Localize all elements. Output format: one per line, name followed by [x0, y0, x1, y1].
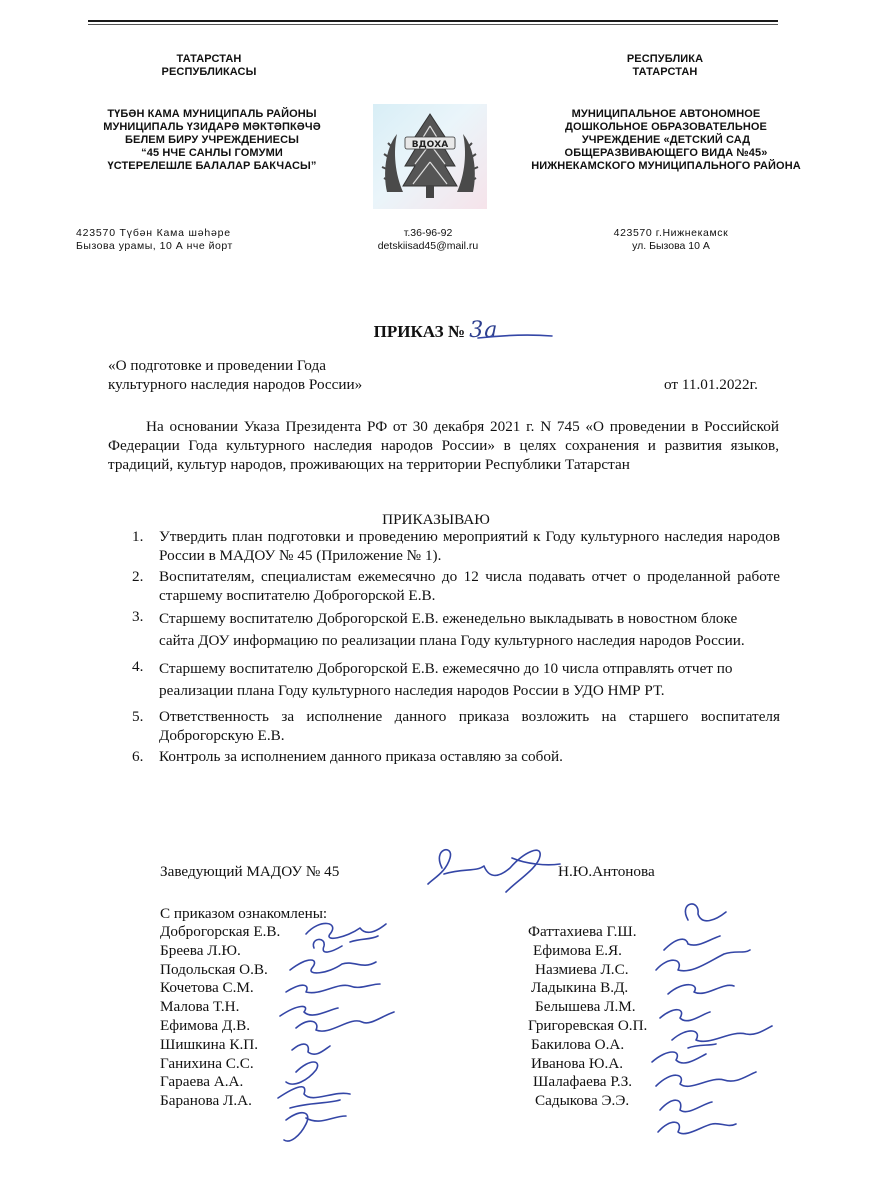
- list-item: Доброгорская Е.В.: [160, 923, 281, 940]
- list-item: 3. Старшему воспитателю Доброгорской Е.В. еженедельно выкладывать в новостном блоке сайта ДОУ информацию по реализации плана Году культурного наследия народов России.: [132, 608, 745, 649]
- list-item: Бакилова О.А.: [531, 1035, 625, 1053]
- acquainted-label: С приказом ознакомлены:: [160, 905, 328, 922]
- decree-word: ПРИКАЗЫВАЮ: [382, 511, 490, 528]
- order-date: от 11.01.2022г.: [664, 376, 758, 393]
- logo-label: ВДОХА: [411, 140, 449, 150]
- left-address: 423570 Түбән Кама шәһәре Бызова урамы, 10 А нче йорт: [76, 227, 233, 252]
- list-item: Малова Т.Н.: [160, 998, 240, 1016]
- list-item: Ганихина С.С.: [160, 1054, 254, 1072]
- list-item: 1. Утвердить план подготовки и проведению мероприятий к Году культурного наследия народов России в МАДОУ № 45 (Приложение № 1).: [132, 528, 780, 564]
- list-item: Шишкина К.П.: [160, 1035, 259, 1053]
- acquainted-right-signatures: [628, 896, 778, 1146]
- left-org-name: ТҮБӘН КАМА МУНИЦИПАЛЬ РАЙОНЫ МУНИЦИПАЛЬ ҮЗИДАРӘ МӘКТӘПКӘЧӘ БЕЛЕМ БИРУ УЧРЕЖДЕНИЕСЫ “45 НЧЕ САНЛЫ ГОМУМИ ҮСТЕРЕЛЕШЛЕ БАЛАЛАР БАКЧАСЫ”: [103, 108, 321, 172]
- list-item: 5. Ответственность за исполнение данного приказа возложить на старшего воспитателя Доброгорскую Е.В.: [132, 708, 780, 744]
- director-name: Н.Ю.Антонова: [558, 863, 655, 880]
- right-address: 423570 г.Нижнекамск ул. Бызова 10 А: [613, 227, 729, 252]
- list-item: Баранова Л.А.: [160, 1092, 252, 1110]
- acquainted-left-signatures: [250, 912, 420, 1162]
- org-logo: [373, 104, 487, 209]
- tree-emblem-icon: [373, 104, 487, 209]
- list-item: Шалафаева Р.З.: [533, 1073, 633, 1091]
- order-number-underline: [476, 322, 556, 342]
- header-top-rule: [88, 20, 778, 22]
- order-items: [130, 528, 780, 770]
- order-title: ПРИКАЗ № 3а: [373, 318, 499, 343]
- list-item: Григоревская О.П.: [528, 1016, 648, 1034]
- list-item: 2. Воспитателям, специалистам ежемесячно до 12 числа подавать отчет о проделанной работе старшему воспитателю Доброгорской Е.В.: [132, 568, 780, 604]
- list-item: Садыкова Э.Э.: [535, 1092, 630, 1110]
- order-basis: На основании Указа Президента РФ от 30 декабря 2021 г. N 745 «О проведении в Российской Федерации Года культурного наследия народов России» в целях сохранения и развития языков, традиций, культур народов, проживающих на территории Республики Татарстан: [108, 418, 779, 473]
- list-item: Иванова Ю.А.: [531, 1054, 624, 1072]
- director-signature: [414, 838, 564, 894]
- header-top-rule-thin: [88, 24, 778, 25]
- list-item: Ефимова Д.В.: [160, 1016, 251, 1034]
- list-item: Подольская О.В.: [160, 960, 268, 978]
- list-item: Назмиева Л.С.: [535, 960, 629, 978]
- list-item: Фаттахиева Г.Ш.: [528, 923, 637, 940]
- list-item: Ладыкина В.Д.: [531, 979, 629, 997]
- right-republic: РЕСПУБЛИКА ТАТАРСТАН: [626, 53, 704, 78]
- list-item: 6. Контроль за исполнением данного приказа оставляю за собой.: [132, 748, 563, 765]
- list-item: 4. Старшему воспитателю Доброгорской Е.В. ежемесячно до 10 числа отправлять отчет по реализации плана Году культурного наследия народов России в УДО НМР РТ.: [132, 658, 733, 699]
- list-item: Гараева А.А.: [160, 1073, 244, 1091]
- right-org-name: МУНИЦИПАЛЬНОЕ АВТОНОМНОЕ ДОШКОЛЬНОЕ ОБРАЗОВАТЕЛЬНОЕ УЧРЕЖДЕНИЕ «ДЕТСКИЙ САД ОБЩЕРАЗВИВАЮЩЕГО ВИДА №45» НИЖНЕКАМСКОГО МУНИЦИПАЛЬНОГО РАЙОНА: [531, 108, 801, 172]
- left-republic: ТАТАРСТАН РЕСПУБЛИКАСЫ: [161, 53, 257, 78]
- list-item: Кочетова С.М.: [160, 979, 254, 997]
- center-contact: т.36-96-92 detskiisad45@mail.ru: [377, 227, 479, 252]
- list-item: Ефимова Е.Я.: [533, 941, 622, 959]
- list-item: Бреева Л.Ю.: [160, 941, 241, 959]
- list-item: Белышева Л.М.: [535, 998, 636, 1016]
- order-subject: «О подготовке и проведении Года культурного наследия народов России»: [108, 357, 363, 393]
- director-position: Заведующий МАДОУ № 45: [160, 863, 340, 880]
- order-number-handwritten: 3а: [469, 318, 499, 343]
